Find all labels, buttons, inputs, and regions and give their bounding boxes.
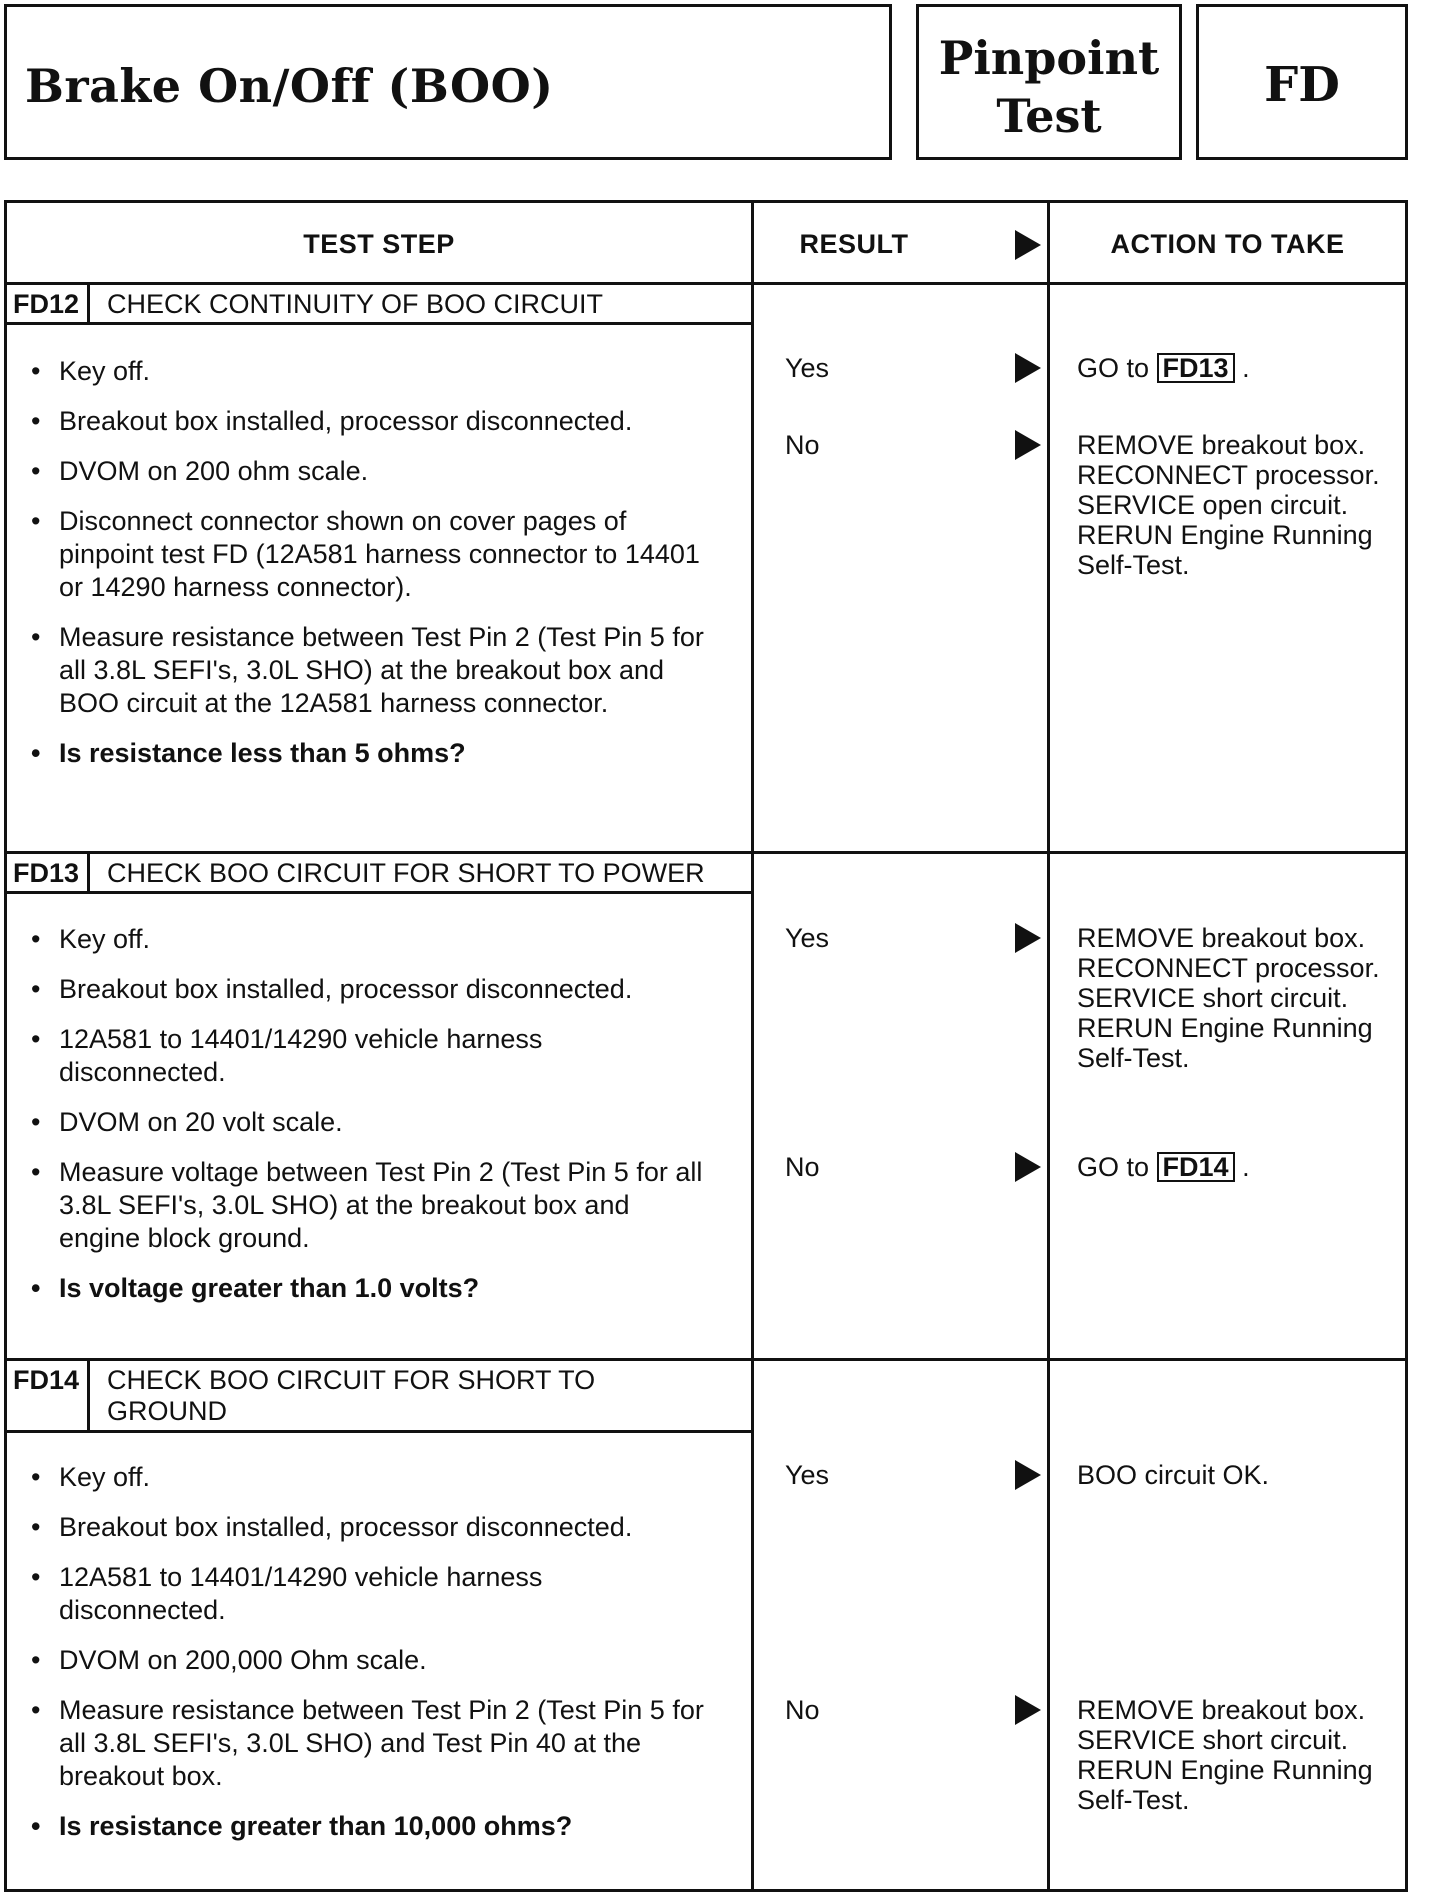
step-id-divider — [87, 854, 90, 894]
step-id-divider — [87, 1361, 90, 1433]
step-bullets-fd13 — [7, 923, 707, 1322]
step-bullets-fd14 — [7, 1461, 707, 1860]
result-yes: Yes — [785, 1460, 830, 1490]
bullet-item: • Key off. — [7, 355, 707, 388]
bullet-item: • Measure resistance between Test Pin 2 (Test Pin 5 for all 3.8L SEFI's, 3.0L SHO) and Test Pin 40 at the breakout box. — [7, 1694, 707, 1793]
result-no: No — [785, 430, 820, 460]
step-bullets-fd12 — [7, 355, 707, 787]
action-text — [1077, 1152, 1407, 1182]
step-header-fd14 — [7, 1361, 751, 1433]
step-header-fd13 — [7, 854, 751, 894]
bullet-question: • Is resistance greater than 10,000 ohms? — [7, 1810, 707, 1843]
step-id: FD13 — [13, 858, 80, 888]
step-id: FD14 — [13, 1365, 80, 1395]
test-code-box — [1196, 4, 1408, 160]
column-header-test-step: TEST STEP — [303, 229, 455, 259]
action-prefix: GO to — [1077, 353, 1150, 383]
bullet-item: • Key off. — [7, 1461, 707, 1494]
step-id: FD12 — [13, 289, 80, 319]
bullet-item: • Disconnect connector shown on cover pages of pinpoint test FD (12A581 harness connector to 14401 or 14290 harness connector). — [7, 505, 707, 604]
bullet-item: • 12A581 to 14401/14290 vehicle harness disconnected. — [7, 1561, 707, 1627]
action-text: REMOVE breakout box. RECONNECT processor. SERVICE open circuit. RERUN Engine Running Self-Test. — [1077, 430, 1380, 580]
step-id-divider — [87, 285, 90, 325]
result-arrow-icon — [1015, 1152, 1041, 1182]
bullet-item: • 12A581 to 14401/14290 vehicle harness disconnected. — [7, 1023, 707, 1089]
test-table — [4, 200, 1408, 1892]
bullet-question: • Is resistance less than 5 ohms? — [7, 737, 707, 770]
header-arrow-icon — [1015, 230, 1041, 260]
action-suffix: . — [1242, 353, 1250, 383]
action-text: REMOVE breakout box. SERVICE short circuit. RERUN Engine Running Self-Test. — [1077, 1695, 1373, 1815]
result-arrow-icon — [1015, 1695, 1041, 1725]
bullet-item: • Key off. — [7, 923, 707, 956]
bullet-item: • Breakout box installed, processor disconnected. — [7, 1511, 707, 1544]
result-yes: Yes — [785, 923, 830, 953]
result-no: No — [785, 1695, 820, 1725]
bullet-item: • DVOM on 20 volt scale. — [7, 1106, 707, 1139]
bullet-item: • Measure resistance between Test Pin 2 (Test Pin 5 for all 3.8L SEFI's, 3.0L SHO) at the breakout box and BOO circuit at the 12A581 harness connector. — [7, 621, 707, 720]
action-suffix: . — [1242, 1152, 1250, 1182]
column-divider-1 — [751, 203, 754, 1889]
bullet-item: • DVOM on 200,000 Ohm scale. — [7, 1644, 707, 1677]
test-code: FD — [1264, 57, 1340, 113]
action-text: BOO circuit OK. — [1077, 1460, 1270, 1490]
result-arrow-icon — [1015, 1460, 1041, 1490]
result-no: No — [785, 1152, 820, 1182]
pinpoint-label — [919, 29, 1179, 145]
pinpoint-line1: Pinpoint — [938, 31, 1160, 85]
action-text: REMOVE breakout box. RECONNECT processor. SERVICE short circuit. RERUN Engine Running Self-Test. — [1077, 923, 1380, 1073]
column-divider-2 — [1047, 203, 1050, 1889]
bullet-item: • Breakout box installed, processor disconnected. — [7, 973, 707, 1006]
result-arrow-icon — [1015, 430, 1041, 460]
bullet-item: • DVOM on 200 ohm scale. — [7, 455, 707, 488]
page-title: Brake On/Off (BOO) — [25, 59, 554, 113]
pinpoint-line2: Test — [996, 89, 1102, 143]
bullet-item: • Breakout box installed, processor disconnected. — [7, 405, 707, 438]
step-ref-fd14[interactable]: FD14 — [1157, 1152, 1235, 1182]
bullet-question: • Is voltage greater than 1.0 volts? — [7, 1272, 707, 1305]
title-box — [4, 4, 892, 160]
step-title: CHECK CONTINUITY OF BOO CIRCUIT — [107, 289, 604, 319]
column-header-action: ACTION TO TAKE — [1110, 229, 1345, 259]
result-yes: Yes — [785, 353, 830, 383]
step-header-fd12 — [7, 285, 751, 325]
action-text — [1077, 353, 1407, 383]
step-ref-fd13[interactable]: FD13 — [1157, 353, 1235, 383]
pinpoint-box — [916, 4, 1182, 160]
result-arrow-icon — [1015, 923, 1041, 953]
bullet-item: • Measure voltage between Test Pin 2 (Test Pin 5 for all 3.8L SEFI's, 3.0L SHO) at the breakout box and engine block ground. — [7, 1156, 707, 1255]
result-arrow-icon — [1015, 353, 1041, 383]
column-header-result: RESULT — [799, 229, 909, 259]
action-prefix: GO to — [1077, 1152, 1150, 1182]
step-title: CHECK BOO CIRCUIT FOR SHORT TO GROUND — [107, 1365, 596, 1426]
step-title: CHECK BOO CIRCUIT FOR SHORT TO POWER — [107, 858, 705, 888]
